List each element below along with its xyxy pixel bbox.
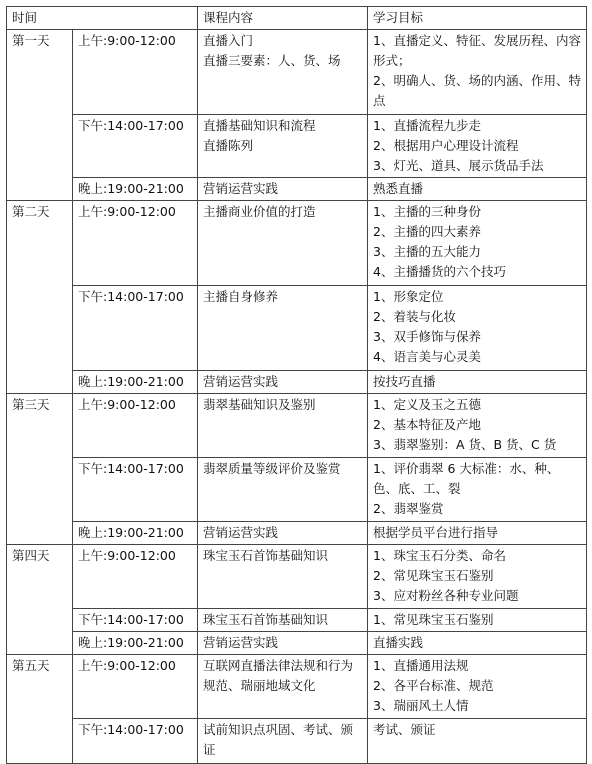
learning-goal-cell — [368, 545, 587, 609]
session-time: 下午:14:00-17:00 — [73, 719, 198, 764]
learning-goal-line: 熟悉直播 — [373, 181, 424, 196]
learning-goal-line: 2、根据用户心理设计流程 — [373, 138, 519, 153]
learning-goal-cell — [368, 394, 587, 458]
learning-goal-line: 考试、颁证 — [373, 722, 436, 737]
session-time: 上午:9:00-12:00 — [73, 30, 198, 115]
schedule-row — [7, 632, 587, 655]
learning-goal-line: 1、直播流程九步走 — [373, 118, 481, 133]
session-time: 晚上:19:00-21:00 — [73, 522, 198, 545]
learning-goal-cell — [368, 719, 587, 764]
course-content-cell — [198, 201, 368, 286]
course-schedule-table — [6, 6, 587, 764]
learning-goal-line: 4、主播播货的六个技巧 — [373, 264, 506, 279]
course-content-line: 营销运营实践 — [203, 374, 279, 389]
course-content-cell — [198, 655, 368, 719]
schedule-row — [7, 286, 587, 371]
course-content-line: 营销运营实践 — [203, 635, 279, 650]
schedule-row — [7, 545, 587, 609]
course-content-line: 营销运营实践 — [203, 525, 279, 540]
course-content-line: 珠宝玉石首饰基础知识 — [203, 612, 329, 627]
course-content-line: 试前知识点巩固、考试、颁证 — [203, 722, 354, 757]
course-content-cell — [198, 458, 368, 522]
learning-goal-line: 1、评价翡翠 6 大标准：水、种、色、底、工、裂 — [373, 461, 560, 496]
session-time: 晚上:19:00-21:00 — [73, 178, 198, 201]
learning-goal-line: 2、主播的四大素养 — [373, 224, 481, 239]
learning-goal-cell — [368, 458, 587, 522]
course-content-line: 营销运营实践 — [203, 181, 279, 196]
course-content-line: 互联网直播法律法规和行为规范、瑞丽地域文化 — [203, 658, 354, 693]
learning-goal-line: 2、常见珠宝玉石鉴别 — [373, 568, 494, 583]
learning-goal-line: 3、主播的五大能力 — [373, 244, 481, 259]
course-content-line: 珠宝玉石首饰基础知识 — [203, 548, 329, 563]
learning-goal-cell — [368, 30, 587, 115]
learning-goal-cell — [368, 201, 587, 286]
session-time: 下午:14:00-17:00 — [73, 115, 198, 178]
course-content-line: 直播入门 — [203, 33, 254, 48]
day-label: 第三天 — [7, 394, 73, 545]
course-content-line: 直播陈列 — [203, 138, 254, 153]
learning-goal-line: 按技巧直播 — [373, 374, 436, 389]
session-time: 上午:9:00-12:00 — [73, 655, 198, 719]
learning-goal-line: 4、语言美与心灵美 — [373, 349, 481, 364]
learning-goal-line: 直播实践 — [373, 635, 424, 650]
day-label: 第二天 — [7, 201, 73, 394]
schedule-row — [7, 655, 587, 719]
learning-goal-cell — [368, 286, 587, 371]
learning-goal-line: 2、各平台标准、规范 — [373, 678, 494, 693]
learning-goal-line: 1、珠宝玉石分类、命名 — [373, 548, 506, 563]
learning-goal-line: 2、着装与化妆 — [373, 309, 456, 324]
learning-goal-line: 3、翡翠鉴别：A 货、B 货、C 货 — [373, 437, 557, 452]
schedule-row — [7, 30, 587, 115]
learning-goal-line: 3、双手修饰与保养 — [373, 329, 481, 344]
schedule-row — [7, 201, 587, 286]
learning-goal-cell — [368, 655, 587, 719]
session-time: 下午:14:00-17:00 — [73, 609, 198, 632]
day-label: 第一天 — [7, 30, 73, 201]
schedule-row — [7, 522, 587, 545]
learning-goal-line: 2、翡翠鉴赏 — [373, 501, 444, 516]
course-content-cell — [198, 719, 368, 764]
learning-goal-cell — [368, 632, 587, 655]
learning-goal-cell — [368, 371, 587, 394]
schedule-row — [7, 115, 587, 178]
course-content-cell — [198, 609, 368, 632]
course-content-line: 主播自身修养 — [203, 289, 279, 304]
day-label: 第五天 — [7, 655, 73, 764]
learning-goal-line: 3、瑞丽风土人情 — [373, 698, 469, 713]
learning-goal-line: 1、常见珠宝玉石鉴别 — [373, 612, 494, 627]
learning-goal-line: 2、基本特征及产地 — [373, 417, 481, 432]
schedule-row — [7, 178, 587, 201]
day-label: 第四天 — [7, 545, 73, 655]
session-time: 上午:9:00-12:00 — [73, 201, 198, 286]
schedule-row — [7, 394, 587, 458]
schedule-row — [7, 371, 587, 394]
learning-goal-line: 根据学员平台进行指导 — [373, 525, 499, 540]
header-time: 时间 — [7, 7, 198, 30]
learning-goal-cell — [368, 522, 587, 545]
course-content-cell — [198, 545, 368, 609]
course-content-cell — [198, 30, 368, 115]
session-time: 晚上:19:00-21:00 — [73, 371, 198, 394]
learning-goal-line: 1、直播通用法规 — [373, 658, 469, 673]
course-content-line: 直播基础知识和流程 — [203, 118, 316, 133]
course-content-cell — [198, 115, 368, 178]
header-goal: 学习目标 — [368, 7, 587, 30]
learning-goal-line: 2、明确人、货、场的内涵、作用、特点 — [373, 73, 581, 108]
course-content-line: 翡翠质量等级评价及鉴赏 — [203, 461, 341, 476]
header-row — [7, 7, 587, 30]
learning-goal-cell — [368, 115, 587, 178]
learning-goal-line: 3、灯光、道具、展示货品手法 — [373, 158, 544, 173]
learning-goal-line: 3、应对粉丝各种专业问题 — [373, 588, 519, 603]
session-time: 上午:9:00-12:00 — [73, 545, 198, 609]
learning-goal-cell — [368, 609, 587, 632]
course-content-cell — [198, 394, 368, 458]
session-time: 上午:9:00-12:00 — [73, 394, 198, 458]
header-content: 课程内容 — [198, 7, 368, 30]
session-time: 晚上:19:00-21:00 — [73, 632, 198, 655]
schedule-row — [7, 719, 587, 764]
schedule-row — [7, 609, 587, 632]
course-content-cell — [198, 632, 368, 655]
schedule-table-container — [6, 6, 587, 764]
course-content-cell — [198, 286, 368, 371]
course-content-cell — [198, 522, 368, 545]
course-content-line: 翡翠基础知识及鉴别 — [203, 397, 316, 412]
learning-goal-cell — [368, 178, 587, 201]
learning-goal-line: 1、直播定义、特征、发展历程、内容形式； — [373, 33, 581, 68]
course-content-cell — [198, 178, 368, 201]
learning-goal-line: 1、形象定位 — [373, 289, 444, 304]
course-content-cell — [198, 371, 368, 394]
learning-goal-line: 1、主播的三种身份 — [373, 204, 481, 219]
session-time: 下午:14:00-17:00 — [73, 458, 198, 522]
schedule-row — [7, 458, 587, 522]
learning-goal-line: 1、定义及玉之五德 — [373, 397, 481, 412]
session-time: 下午:14:00-17:00 — [73, 286, 198, 371]
course-content-line: 主播商业价值的打造 — [203, 204, 316, 219]
course-content-line: 直播三要素：人、货、场 — [203, 53, 341, 68]
